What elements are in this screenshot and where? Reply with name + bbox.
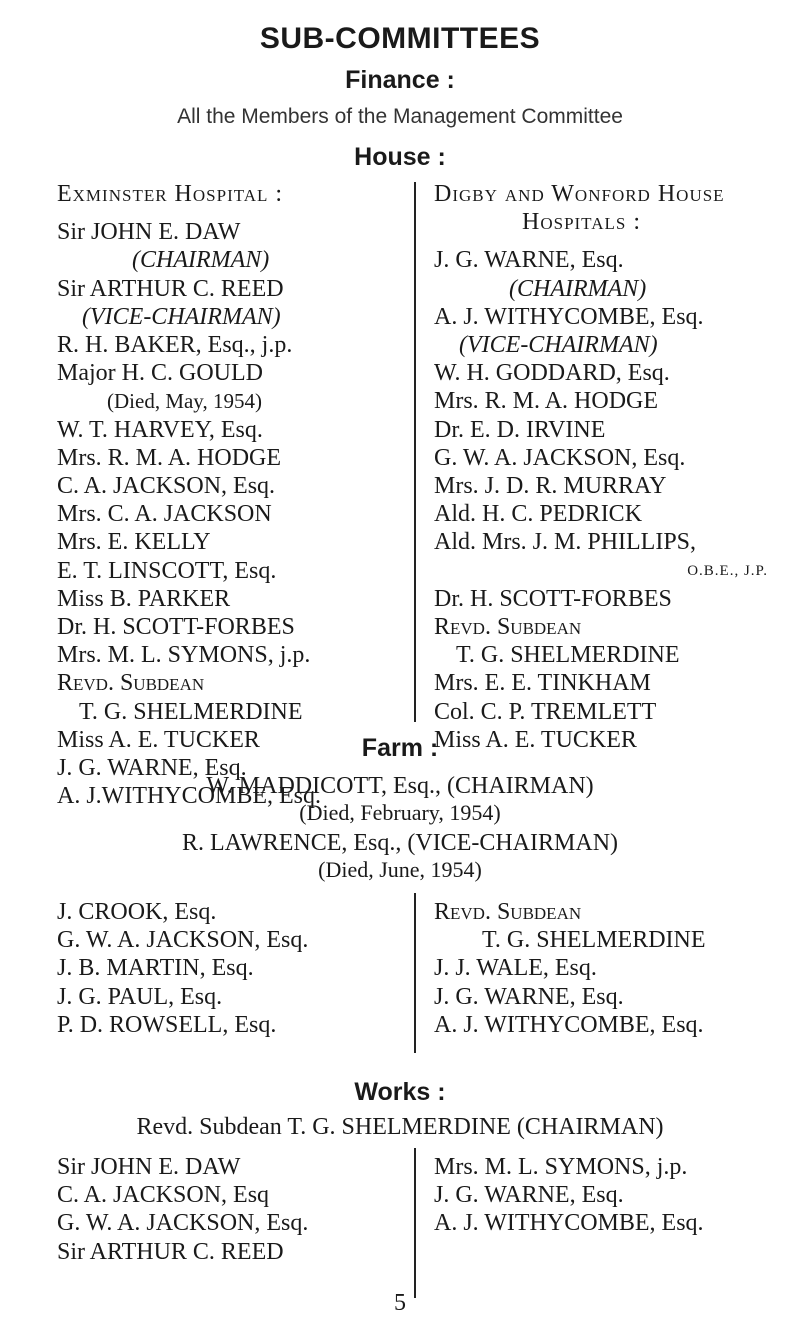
page-number: 5 <box>394 1290 406 1316</box>
member-row: J. G. WARNE, Esq. <box>57 755 247 782</box>
member-row: J. G. WARNE, Esq. <box>434 1182 624 1209</box>
farm-vice-chairman: R. LAWRENCE, Esq., (VICE-CHAIRMAN) <box>181 830 619 856</box>
member-row: Mrs. M. L. SYMONS, j.p. <box>57 642 311 669</box>
finance-heading: Finance : <box>345 66 455 94</box>
farm-right-column <box>434 898 706 1039</box>
member-row: Mrs. E. KELLY <box>57 529 211 556</box>
member-row: Revd. Subdean <box>57 670 205 697</box>
member-row: G. W. A. JACKSON, Esq. <box>57 1210 309 1237</box>
member-row: A. J. WITHYCOMBE, Esq. <box>434 1011 704 1038</box>
member-row: J. B. MARTIN, Esq. <box>57 955 254 982</box>
exminster-heading: Exminster Hospital : <box>57 181 284 207</box>
member-row: Revd. Subdean <box>434 614 582 641</box>
member-row: Sir JOHN E. DAW <box>57 1154 241 1180</box>
vice-chairman-label: (VICE-CHAIRMAN) <box>82 303 281 330</box>
member-row: Major H. C. GOULD <box>57 360 263 387</box>
member-row: A. J.WITHYCOMBE, Esq. <box>57 783 321 810</box>
column-divider <box>414 1148 416 1298</box>
column-divider <box>414 893 416 1053</box>
member-row: W. T. HARVEY, Esq. <box>57 416 263 443</box>
chairman-label: (CHAIRMAN) <box>509 275 647 302</box>
member-row: Dr. H. SCOTT-FORBES <box>434 585 672 612</box>
member-row: Sir ARTHUR C. REED <box>57 1238 284 1265</box>
member-row: Dr. H. SCOTT-FORBES <box>57 614 295 641</box>
member-row: Miss A. E. TUCKER <box>57 726 260 753</box>
member-row: Mrs. R. M. A. HODGE <box>57 444 282 471</box>
member-row: T. G. SHELMERDINE <box>482 927 706 954</box>
farm-note: (Died, February, 1954) <box>299 800 501 825</box>
chairman-label: (CHAIRMAN) <box>132 247 270 274</box>
member-row: C. A. JACKSON, Esq. <box>57 473 276 500</box>
member-note: (Died, May, 1954) <box>107 389 262 414</box>
member-row: Ald. Mrs. J. M. PHILLIPS, <box>434 529 697 556</box>
vice-chairman-label: (VICE-CHAIRMAN) <box>459 332 658 359</box>
member-row: Revd. Subdean <box>434 899 582 925</box>
member-row: P. D. ROWSELL, Esq. <box>57 1011 277 1038</box>
farm-heading: Farm : <box>361 734 439 762</box>
member-row: W. H. GODDARD, Esq. <box>434 360 670 387</box>
member-row: A. J. WITHYCOMBE, Esq. <box>434 303 704 330</box>
member-row: T. G. SHELMERDINE <box>79 698 303 725</box>
member-row: J. G. WARNE, Esq. <box>434 983 624 1010</box>
member-row: Mrs. C. A. JACKSON <box>57 501 272 528</box>
member-row: J. CROOK, Esq. <box>57 899 217 925</box>
member-row: J. J. WALE, Esq. <box>434 955 597 982</box>
member-row: Dr. E. D. IRVINE <box>434 416 606 443</box>
member-row: C. A. JACKSON, Esq <box>57 1182 270 1209</box>
digby-heading-2: Hospitals : <box>522 209 641 236</box>
member-row: E. T. LINSCOTT, Esq. <box>57 557 277 584</box>
member-row: Mrs. E. E. TINKHAM <box>434 670 651 697</box>
house-right-column <box>434 180 784 754</box>
member-row: G. W. A. JACKSON, Esq. <box>57 927 309 954</box>
house-left-column <box>57 180 321 810</box>
house-heading: House : <box>354 143 446 171</box>
finance-text: All the Members of the Management Committee <box>177 105 623 128</box>
member-row: G. W. A. JACKSON, Esq. <box>434 444 686 471</box>
member-row: Mrs. M. L. SYMONS, j.p. <box>434 1154 688 1180</box>
digby-heading: Digby and Wonford House <box>434 181 725 207</box>
member-row: Miss B. PARKER <box>57 585 231 612</box>
farm-chairman: W. MADDICOTT, Esq., (CHAIRMAN) <box>206 773 594 799</box>
works-chairman: Revd. Subdean T. G. SHELMERDINE (CHAIRMAN) <box>136 1114 664 1140</box>
works-left-column <box>57 1153 308 1266</box>
member-row: Sir JOHN E. DAW <box>57 219 241 246</box>
member-row: T. G. SHELMERDINE <box>456 642 680 669</box>
member-row: A. J. WITHYCOMBE, Esq. <box>434 1210 704 1237</box>
farm-note: (Died, June, 1954) <box>318 857 482 882</box>
member-row: Col. C. P. TREMLETT <box>434 698 657 725</box>
member-row: J. G. PAUL, Esq. <box>57 983 223 1010</box>
member-row: Sir ARTHUR C. REED <box>57 275 284 302</box>
works-heading: Works : <box>354 1078 446 1106</box>
member-row: Mrs. J. D. R. MURRAY <box>434 473 667 500</box>
column-divider <box>414 182 416 722</box>
farm-left-column <box>57 898 308 1039</box>
works-right-column <box>434 1153 704 1238</box>
page-title: SUB-COMMITTEES <box>259 22 541 55</box>
member-row: Miss A. E. TUCKER <box>434 726 637 753</box>
member-row: J. G. WARNE, Esq. <box>434 247 624 274</box>
member-row: R. H. BAKER, Esq., j.p. <box>57 332 293 359</box>
member-note: O.B.E., J.P. <box>687 562 768 579</box>
member-row: Mrs. R. M. A. HODGE <box>434 388 659 415</box>
member-row: Ald. H. C. PEDRICK <box>434 501 643 528</box>
